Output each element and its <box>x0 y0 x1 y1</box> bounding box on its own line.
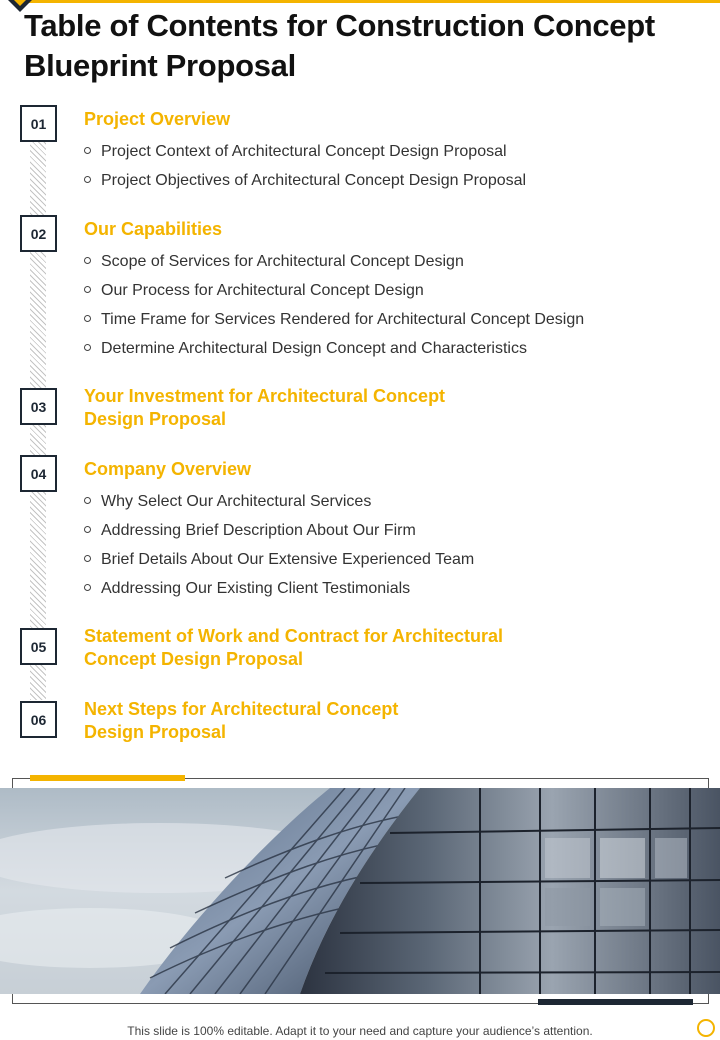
footer-note: This slide is 100% editable. Adapt it to your need and capture your audience’s attention. <box>127 1024 593 1038</box>
list-item: Determine Architectural Design Concept and Characteristics <box>84 339 527 359</box>
section-number-01: 01 <box>20 105 57 142</box>
section-number-03: 03 <box>20 388 57 425</box>
photo-bottom-bar <box>538 999 693 1005</box>
photo-accent-bar <box>30 775 185 781</box>
page-title: Table of Contents for Construction Concept Blueprint Proposal <box>24 8 655 83</box>
bullet-circle-icon <box>84 147 91 154</box>
bullet-circle-icon <box>84 584 91 591</box>
list-item: Project Objectives of Architectural Concept Design Proposal <box>84 171 526 191</box>
list-item: Our Process for Architectural Concept Design <box>84 281 424 301</box>
list-item: Why Select Our Architectural Services <box>84 492 371 512</box>
section-heading-company-overview: Company Overview <box>84 459 252 479</box>
bullet-circle-icon <box>84 286 91 293</box>
building-illustration <box>0 788 720 994</box>
section-heading-next-steps: Next Steps for Architectural Concept Design Proposal <box>84 699 399 742</box>
section-number-02: 02 <box>20 215 57 252</box>
bullet-circle-icon <box>84 344 91 351</box>
list-item: Time Frame for Services Rendered for Architectural Concept Design <box>84 310 584 330</box>
section-heading-project-overview: Project Overview <box>84 109 231 129</box>
top-accent-line <box>28 0 720 3</box>
section-number-06: 06 <box>20 701 57 738</box>
list-item: Scope of Services for Architectural Concept Design <box>84 252 464 272</box>
bullet-circle-icon <box>84 497 91 504</box>
building-photo <box>0 788 720 994</box>
bullet-circle-icon <box>84 315 91 322</box>
list-item: Addressing Brief Description About Our Firm <box>84 521 416 541</box>
list-item: Brief Details About Our Extensive Experienced Team <box>84 550 474 570</box>
circle-icon <box>697 1019 715 1037</box>
section-number-04: 04 <box>20 455 57 492</box>
list-item: Addressing Our Existing Client Testimonials <box>84 579 410 599</box>
bullet-circle-icon <box>84 176 91 183</box>
list-item: Project Context of Architectural Concept Design Proposal <box>84 142 507 162</box>
section-number-05: 05 <box>20 628 57 665</box>
bullet-circle-icon <box>84 257 91 264</box>
bullet-circle-icon <box>84 526 91 533</box>
section-heading-statement-of-work: Statement of Work and Contract for Architectural Concept Design Proposal <box>84 626 504 669</box>
section-heading-investment: Your Investment for Architectural Concept Design Proposal <box>84 386 446 429</box>
section-heading-our-capabilities: Our Capabilities <box>84 219 223 239</box>
bullet-circle-icon <box>84 555 91 562</box>
